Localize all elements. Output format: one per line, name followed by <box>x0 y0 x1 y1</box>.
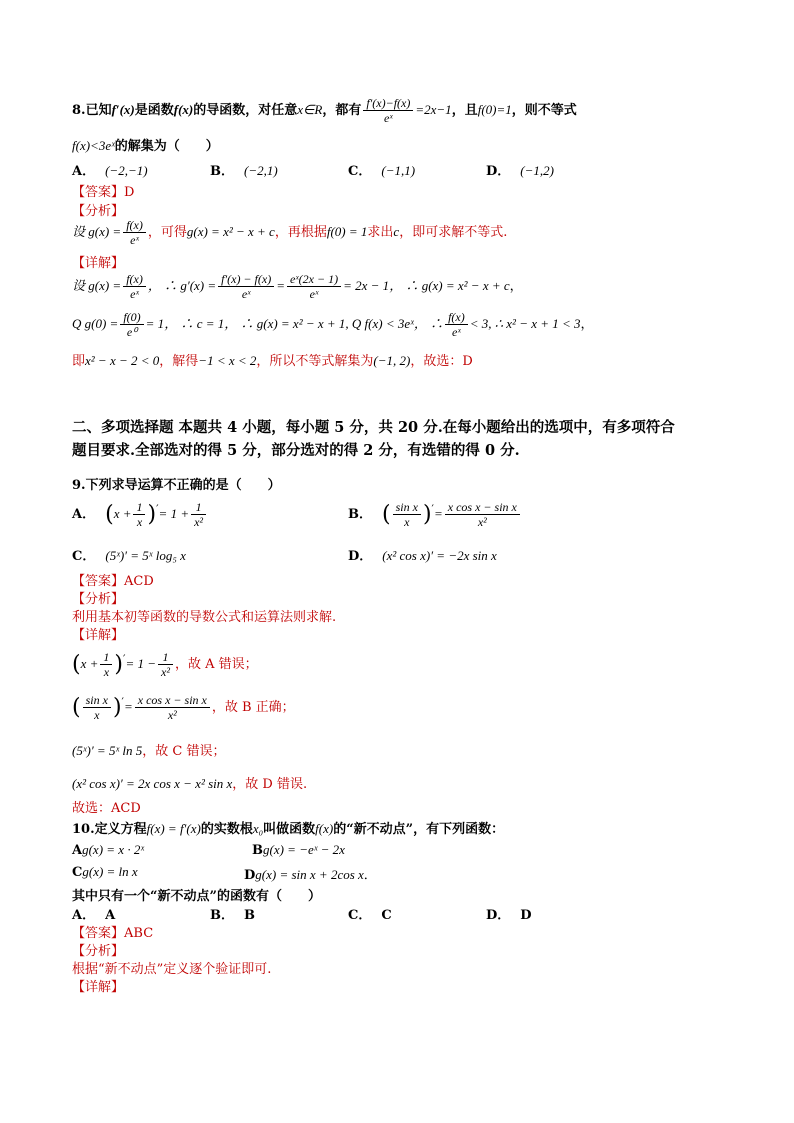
q10-math: f(x) = f′(x) <box>146 821 201 836</box>
fraction-numerator: f′(x)−f(x) <box>363 96 413 111</box>
q8-option-d <box>486 160 554 179</box>
q8-analysis-label: 【分析】 <box>72 204 125 219</box>
function-label: C <box>72 865 83 880</box>
q9-math: = 1 + <box>158 506 190 521</box>
fraction-denominator: x <box>404 515 410 529</box>
q8-analysis <box>72 218 507 247</box>
q10-math: g(x) = ln x <box>82 864 138 879</box>
q10-analysis: 根据“新不动点”定义逐个验证即可. <box>72 962 272 977</box>
fraction-denominator: eˣ <box>130 287 139 301</box>
q8-detail-text: 即 <box>72 354 86 369</box>
q9-option-a: A． (x + $\frac{1}{x}$ )′= 1 + $\frac{1}{\text{x²}}$ <box>72 500 208 529</box>
option-label: D． <box>348 549 373 564</box>
q8-fraction <box>120 310 143 339</box>
option-label: D． <box>486 164 511 179</box>
fraction-numerator: x cos x − sin x <box>445 500 520 515</box>
fraction-denominator: x² <box>194 515 204 529</box>
option-value: C <box>381 908 392 923</box>
q8-detail-label: 【详解】 <box>72 256 125 271</box>
q9-analysis-label: 【分析】 <box>72 592 125 607</box>
q8-math: c <box>393 224 400 239</box>
q8-math: f(0)=1 <box>477 102 512 117</box>
q8-math: g(x) = x² − x + c <box>186 224 275 239</box>
q8-math: = <box>276 278 285 293</box>
section2-title-line1: 二、多项选择题 本题共 4 小题，每小题 5 分，共 20 分.在每小题给出的选项中，有多项符合 <box>72 419 675 436</box>
q8-math: ， ∴ c = 1 <box>164 316 225 331</box>
q9-detail-text: ，故 D 错误. <box>232 777 308 792</box>
q9-option-b: B． ( $\frac{\text{sin x}}{x}$ )′= $\frac{\text{x cos x − sin x}}{\text{x²}}$ <box>348 500 522 529</box>
answer-label: 【答案】 <box>72 926 125 941</box>
q9-detail-text: ，故 B 正确； <box>211 700 295 715</box>
q10-option-a <box>72 904 115 923</box>
q9-math: = 1 − <box>125 656 156 671</box>
q8-analysis-text: ，即可求解不等式. <box>399 225 508 240</box>
q10-math: g(x) = x · 2ˣ <box>82 842 144 857</box>
q8-detail-text: ， <box>580 317 594 332</box>
q8-stem-line2 <box>72 135 219 154</box>
q10-stem-text: 的“新不动点”，有下列函数： <box>333 822 505 837</box>
q9-fraction <box>393 500 421 529</box>
q10-stem <box>72 818 504 837</box>
option-value: B <box>244 908 255 923</box>
q8-math: (−1, 2) <box>373 353 411 368</box>
q8-math: ， ∴ g(x) = x² − x + c <box>389 278 510 293</box>
option-label: B． <box>348 507 372 522</box>
q9-answer <box>72 570 154 589</box>
q10-function-d <box>244 864 377 883</box>
q10-function-a <box>72 842 144 858</box>
fraction-denominator: eˣ <box>383 111 393 125</box>
q8-stem-text: 的解集为（ ） <box>114 139 219 154</box>
q8-stem-text: 8.已知 <box>72 103 112 118</box>
q10-function-b <box>252 842 345 858</box>
q8-fraction <box>363 96 413 125</box>
q8-fraction <box>218 272 274 301</box>
q10-stem-text: 的实数根 <box>200 822 253 837</box>
section2-title-line2: 题目要求.全部选对的得 5 分，部分选对的得 2 分，有选错的得 0 分. <box>72 442 520 459</box>
answer-value: D <box>124 185 135 200</box>
q9-math: x + <box>80 656 99 671</box>
q10-option-c <box>348 904 392 923</box>
q9-fraction <box>133 500 145 529</box>
answer-label: 【答案】 <box>72 574 125 589</box>
q10-stem-text: ． <box>363 868 377 883</box>
q8-analysis-text: ，可得 <box>147 225 187 240</box>
q10-function-c <box>72 864 138 880</box>
q8-detail-line2 <box>72 310 594 339</box>
q8-math: =2x−1 <box>415 102 452 117</box>
q8-fraction <box>445 310 468 339</box>
q9-detail-text: ACD <box>111 801 141 816</box>
q8-math: = 2x − 1 <box>343 278 390 293</box>
q8-option-b <box>210 160 278 179</box>
q8-answer <box>72 181 134 200</box>
fraction-denominator: eˣ <box>452 325 461 339</box>
option-label: C． <box>348 908 372 923</box>
q10-math: g(x) = −eˣ − 2x <box>263 842 345 857</box>
fraction-denominator: eˣ <box>130 233 139 247</box>
fraction-denominator: x² <box>167 708 177 722</box>
q9-conclusion <box>72 797 141 816</box>
option-value: A <box>105 908 116 923</box>
q8-stem-text: 是函数 <box>134 103 174 118</box>
q10-math: g(x) = sin x + 2cos x <box>255 867 364 882</box>
q8-detail-line3 <box>72 350 473 369</box>
q8-stem-text: ，都有 <box>322 103 362 118</box>
q9-detail-d <box>72 773 307 792</box>
q10-stem-text: 10.定义方程 <box>72 822 147 837</box>
q9-option-d <box>348 545 497 564</box>
q8-math: 设 g(x) = <box>72 224 122 239</box>
q10-math: x₀ <box>252 821 264 836</box>
fraction-numerator: eˣ(2x − 1) <box>287 272 341 287</box>
q9-math: x + <box>113 506 132 521</box>
q10-option-b <box>210 904 255 923</box>
fraction-numerator: f(x) <box>123 272 146 287</box>
q9-option-c <box>72 545 186 564</box>
fraction-numerator: f′(x) − f(x) <box>218 272 274 287</box>
q8-analysis-text: ，再根据 <box>274 225 327 240</box>
fraction-numerator: f(x) <box>123 218 146 233</box>
q8-math: f(x) <box>173 102 194 117</box>
q8-stem-text: 的导函数，对任意 <box>193 103 298 118</box>
q9-detail-label: 【详解】 <box>72 628 125 643</box>
option-label: A． <box>72 908 96 923</box>
q8-math: < 3, ∴ x² − x + 1 < 3 <box>469 316 581 331</box>
fraction-numerator: 1 <box>133 500 145 515</box>
fraction-denominator: e⁰ <box>126 325 138 339</box>
q9-detail-text: ，故 C 错误； <box>142 744 226 759</box>
q9-detail-a: (x + $\frac{1}{x}$ )′= 1 − $\frac{1}{\text{x²}}$ ，故 A 错误； <box>72 650 258 679</box>
q9-detail-text: ，故 A 错误； <box>174 657 258 672</box>
fraction-numerator: sin x <box>393 500 421 515</box>
fraction-numerator: f(0) <box>120 310 143 325</box>
q8-detail-line1 <box>72 272 523 301</box>
fraction-numerator: 1 <box>158 650 173 665</box>
option-label: B． <box>210 908 234 923</box>
q8-detail-text: ， <box>509 279 523 294</box>
q8-math: −1 < x < 2 <box>198 353 257 368</box>
q10-question: 其中只有一个“新不动点”的函数有（ ） <box>72 889 321 904</box>
q8-fraction <box>287 272 341 301</box>
q9-detail-text: 故选： <box>72 801 112 816</box>
fraction-numerator: x cos x − sin x <box>135 693 210 708</box>
fraction-numerator: 1 <box>191 500 206 515</box>
option-label: C． <box>348 164 372 179</box>
q8-detail-text: ，所以不等式解集为 <box>256 354 374 369</box>
q8-math: f(x)<3eˣ <box>72 138 115 153</box>
q8-math: ， ∴ g′(x) = <box>147 278 217 293</box>
q9-detail-c <box>72 740 225 759</box>
q10-answer <box>72 922 153 941</box>
q9-fraction <box>158 650 173 679</box>
q8-detail-text: ，故选： <box>410 354 463 369</box>
q8-fraction <box>123 218 146 247</box>
answer-value: ACD <box>124 574 154 589</box>
q10-option-d <box>486 904 532 923</box>
option-value: (−2,1) <box>244 163 278 178</box>
function-label: B <box>252 843 263 858</box>
q10-analysis-label: 【分析】 <box>72 944 125 959</box>
option-value: (−1,2) <box>520 163 554 178</box>
option-label: A． <box>72 164 96 179</box>
q9-stem: 9.下列求导运算不正确的是（ ） <box>72 478 281 493</box>
fraction-denominator: eˣ <box>309 287 319 301</box>
q8-math: x² − x − 2 < 0 <box>85 353 160 368</box>
q9-fraction <box>445 500 520 529</box>
fraction-denominator: x <box>94 708 100 722</box>
q8-math: = 1 <box>145 316 165 331</box>
q8-math: x∈R <box>297 102 323 117</box>
option-value: D <box>520 908 532 923</box>
fraction-numerator: f(x) <box>445 310 468 325</box>
option-value: (−2,−1) <box>105 163 148 178</box>
q8-math: ， ∴ <box>413 316 444 331</box>
q9-analysis: 利用基本初等函数的导数公式和运算法则求解. <box>72 610 337 625</box>
q8-math: f′(x) <box>111 102 135 117</box>
function-label: D <box>244 868 256 883</box>
q9-math: = <box>124 699 133 714</box>
fraction-numerator: sin x <box>83 693 111 708</box>
q9-math: (5ˣ)′ = 5ˣ log₅ x <box>105 548 186 563</box>
fraction-denominator: x² <box>161 665 170 679</box>
q8-math: ， ∴ g(x) = x² − x + 1, Q f(x) < 3eˣ <box>224 316 414 331</box>
q8-stem-line1 <box>72 96 577 125</box>
q9-fraction <box>135 693 210 722</box>
answer-value: ABC <box>124 926 154 941</box>
q8-analysis-text: 求出 <box>367 225 394 240</box>
fraction-denominator: x <box>103 665 110 679</box>
q8-math: Q g(0) = <box>72 316 119 331</box>
q8-option-c <box>348 160 415 179</box>
q10-math: f(x) <box>315 821 334 836</box>
q8-math: f(0) = 1 <box>326 224 368 239</box>
option-label: D． <box>486 908 511 923</box>
q10-detail-label: 【详解】 <box>72 980 125 995</box>
fraction-numerator: 1 <box>100 650 112 665</box>
q9-math: (x² cos x)′ = −2x sin x <box>382 548 497 563</box>
option-label: B． <box>210 164 234 179</box>
q9-math: (5ˣ)′ = 5ˣ ln 5 <box>72 743 143 758</box>
q8-fraction <box>123 272 146 301</box>
q9-detail-b: ( $\frac{\text{sin x}}{x}$ )′= $\frac{\text{x cos x − sin x}}{\text{x²}}$ ，故 B 正确； <box>72 693 295 722</box>
q8-detail-text: ，解得 <box>159 354 199 369</box>
fraction-denominator: eˣ <box>241 287 251 301</box>
q8-option-a <box>72 160 148 179</box>
answer-label: 【答案】 <box>72 185 125 200</box>
q10-stem-text: 叫做函数 <box>263 822 316 837</box>
q9-math: = <box>434 506 443 521</box>
q9-fraction <box>100 650 112 679</box>
q9-math: (x² cos x)′ = 2x cos x − x² sin x <box>72 776 233 791</box>
q9-fraction <box>83 693 111 722</box>
fraction-denominator: x <box>136 515 143 529</box>
option-label: A． <box>72 507 96 522</box>
q8-math: 设 g(x) = <box>72 278 122 293</box>
q8-stem-text: ，则不等式 <box>511 103 577 118</box>
q8-detail-text: D <box>462 354 473 369</box>
fraction-denominator: x² <box>477 515 487 529</box>
option-label: C． <box>72 549 96 564</box>
function-label: A <box>72 843 83 858</box>
q8-stem-text: ，且 <box>451 103 478 118</box>
q9-fraction <box>191 500 206 529</box>
option-value: (−1,1) <box>381 163 416 178</box>
